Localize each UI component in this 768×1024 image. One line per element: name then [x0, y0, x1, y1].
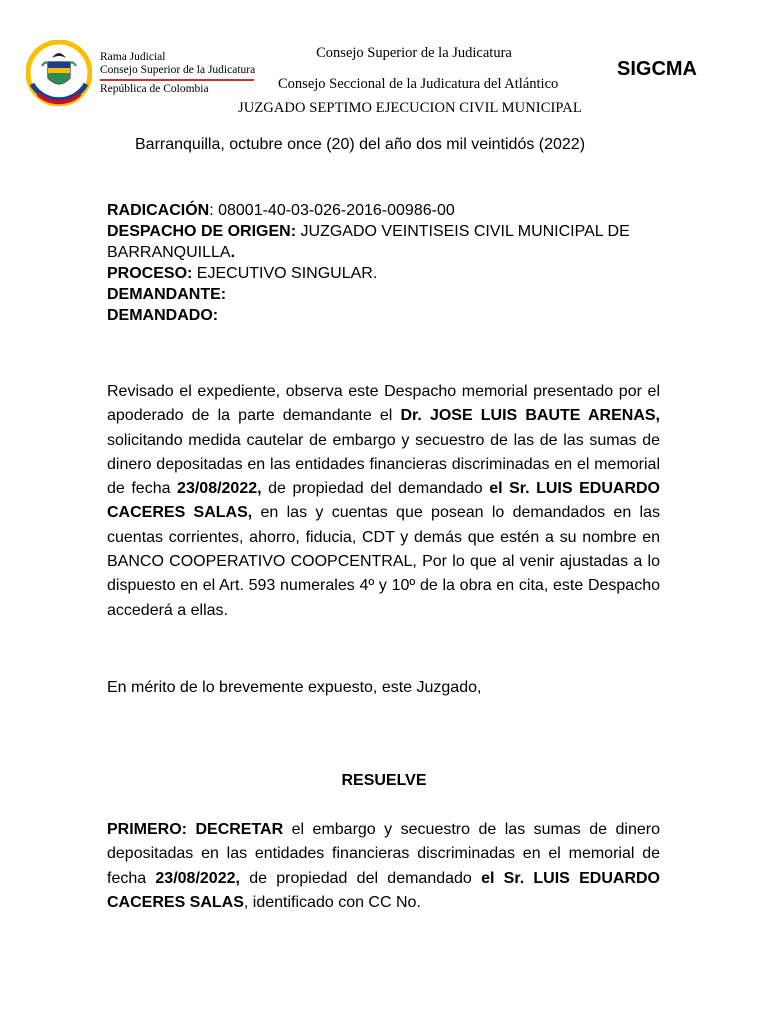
proceso-label: PROCESO:: [107, 265, 193, 282]
resuelve-heading: RESUELVE: [341, 772, 427, 789]
despacho-label: DESPACHO DE ORIGEN:: [107, 223, 297, 240]
header-juzgado: JUZGADO SEPTIMO EJECUCION CIVIL MUNICIPAL: [238, 100, 582, 116]
demandante-row: [107, 284, 667, 305]
header-consejo-superior: Consejo Superior de la Judicatura: [316, 45, 512, 61]
despacho-end: .: [230, 244, 236, 261]
paragraph-merito: En mérito de lo brevemente expuesto, este Juzgado,: [107, 679, 482, 696]
radicacion-row: [107, 200, 667, 221]
radicacion-value: : 08001-40-03-026-2016-00986-00: [209, 202, 455, 219]
p1-text-4: en las y cuentas que posean lo demandados en las cuentas corrientes, ahorro, fiducia, CDT y demás que estén a su nombre en BANCO COOPERATIVO COOPCENTRAL, Por lo que al venir ajustadas a lo dispuesto en el Art. 593 numerales 4º y 10º de la obra en cita, este Despacho accederá a ellas.: [107, 504, 660, 619]
p3-text-1: el embargo y secuestro de las sumas de dinero depositadas en las entidades financieras discriminadas en el memorial de fecha: [107, 821, 660, 887]
p1-bold-defendant: el Sr. LUIS EDUARDO CACERES SALAS,: [107, 480, 660, 522]
paragraph-primero: [107, 818, 660, 915]
p1-bold-attorney: Dr. JOSE LUIS BAUTE ARENAS,: [400, 407, 661, 425]
p1-bold-date: 23/08/2022,: [177, 480, 262, 498]
republica-label: República de Colombia: [100, 82, 209, 95]
p3-bold-defendant: el Sr. LUIS EDUARDO CACERES SALAS: [107, 869, 660, 911]
header-consejo-seccional: Consejo Seccional de la Judicatura del Atlántico: [278, 76, 559, 92]
date-line: Barranquilla, octubre once (20) del año dos mil veintidós (2022): [135, 136, 586, 153]
p3-bold-primero: PRIMERO: DECRETAR: [107, 821, 284, 838]
proceso-row: [107, 263, 667, 284]
case-info: [107, 200, 667, 326]
consejo-superior-label: Consejo Superior de la Judicatura: [100, 64, 256, 76]
paragraph-considerations: [107, 380, 660, 623]
demandado-row: [107, 305, 667, 326]
proceso-value: EJECUTIVO SINGULAR.: [192, 265, 378, 282]
despacho-value: JUZGADO VEINTISEIS CIVIL MUNICIPAL DE BARRANQUILLA: [107, 223, 630, 261]
despacho-row: [107, 221, 667, 263]
p3-bold-date: 23/08/2022,: [155, 869, 240, 887]
p3-text-3: , identificado con CC No.: [243, 893, 421, 911]
p1-text-3: de propiedad del demandado: [261, 480, 490, 498]
demandado-label: DEMANDADO:: [107, 307, 219, 324]
header-rule: [100, 79, 254, 81]
radicacion-label: RADICACIÓN: [107, 202, 210, 219]
p1-text-2: solicitando medida cautelar de embargo y secuestro de las de las sumas de dinero depositadas en las entidades financieras discriminadas en el memorial de fecha: [107, 431, 660, 498]
rama-judicial-label: Rama Judicial: [100, 51, 166, 63]
sigcma-label: SIGCMA: [617, 58, 697, 80]
p1-text-1: Revisado el expediente, observa este Despacho memorial presentado por el apoderado de la parte demandante el: [107, 383, 660, 425]
demandante-label: DEMANDANTE:: [107, 286, 227, 303]
p3-text-2: de propiedad del demandado: [239, 869, 482, 887]
